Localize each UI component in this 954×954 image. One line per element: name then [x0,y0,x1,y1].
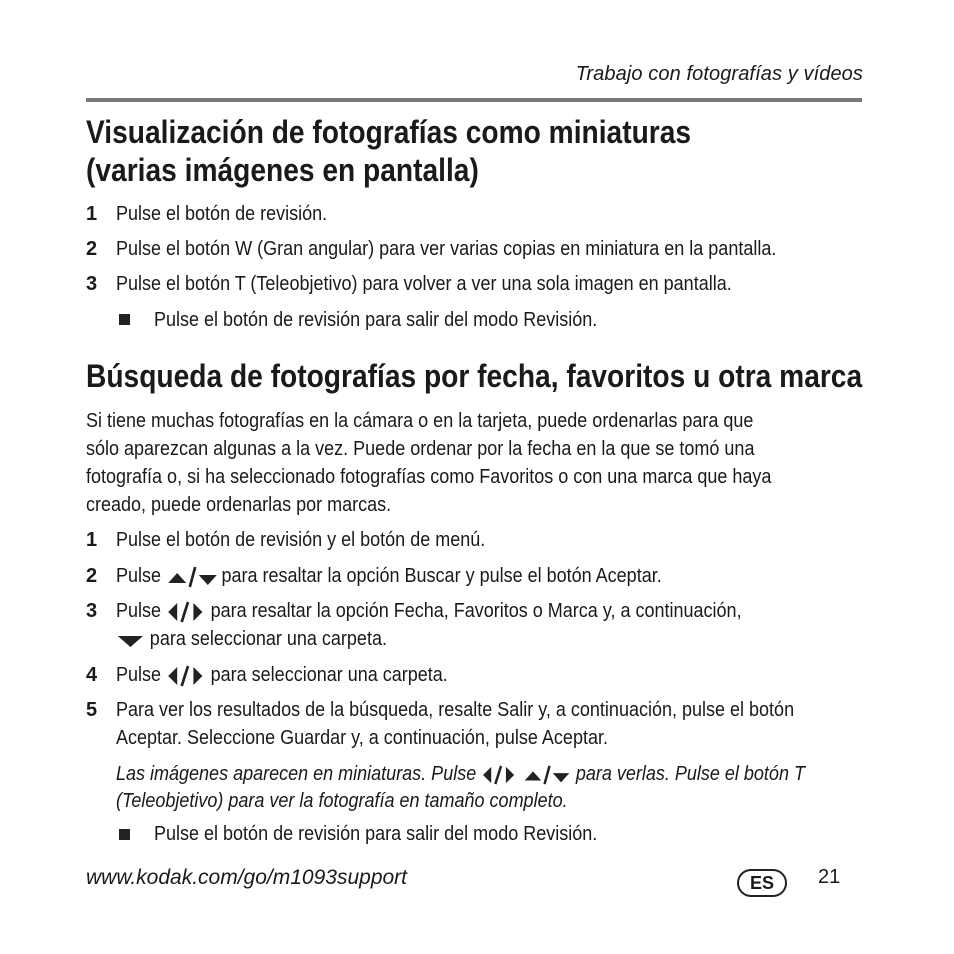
intro-line: fotografía o, si ha seleccionado fotografías como Favoritos o con una marca que haya [86,466,772,488]
section-title-search: Búsqueda de fotografías por fecha, favoritos u otra marca [86,358,863,394]
step-number: 1 [86,529,98,551]
intro-line: creado, puede ordenarlas por marcas. [86,494,392,516]
step-number: 3 [86,273,98,295]
step-text [116,599,742,624]
intro-line: Si tiene muchas fotografías en la cámara o en la tarjeta, puede ordenarlas para que [86,410,754,432]
bullet-text: Pulse el botón de revisión para salir del modo Revisión. [154,823,598,845]
step-text-continued [116,627,387,651]
left-right-arrow-icon [166,600,206,624]
intro-line: sólo aparezcan algunas a la vez. Puede ordenar por la fecha en la que se tomó una [86,438,755,460]
step-text: Pulse el botón de revisión y el botón de menú. [116,529,486,551]
step-text [116,663,448,688]
step-pre: Pulse [116,664,162,686]
header-rule [86,98,862,102]
step-text: Pulse el botón de revisión. [116,203,328,225]
section-title-thumbnails [86,113,691,189]
left-right-arrow-icon [166,664,206,688]
page-number: 21 [818,866,841,888]
note-text-continued: (Teleobjetivo) para ver la fotografía en tamaño completo. [116,790,568,812]
square-bullet-icon [119,314,130,325]
step-text: Pulse el botón T (Teleobjetivo) para volver a ver una sola imagen en pantalla. [116,273,732,295]
step-post: para resaltar la opción Fecha, Favoritos o Marca y, a continuación, [210,600,742,622]
up-down-arrow-icon [522,764,571,786]
step-number: 2 [86,238,98,260]
note-pre: Las imágenes aparecen en miniaturas. Pulse [116,763,477,785]
bullet-text: Pulse el botón de revisión para salir del modo Revisión. [154,309,598,331]
step-text [116,564,662,589]
note-post: para verlas. Pulse el botón T [575,763,805,785]
step-post: para resaltar la opción Buscar y pulse el botón Aceptar. [221,565,662,587]
running-header: Trabajo con fotografías y vídeos [575,63,863,85]
language-badge: ES [737,869,787,897]
note-text [116,762,805,786]
left-right-arrow-icon [481,764,517,786]
title-line-1: Visualización de fotografías como miniaturas [86,114,692,150]
step-pre: Pulse [116,565,162,587]
step-text: Para ver los resultados de la búsqueda, resalte Salir y, a continuación, pulse el botón [116,699,795,721]
step-line2: para seleccionar una carpeta. [149,628,387,650]
down-arrow-icon [116,630,145,650]
step-number: 1 [86,203,98,225]
step-number: 4 [86,664,98,686]
step-pre: Pulse [116,600,162,622]
title-line-2: (varias imágenes en pantalla) [86,152,479,188]
support-link[interactable]: www.kodak.com/go/m1093support [86,866,407,889]
step-post: para seleccionar una carpeta. [210,664,448,686]
square-bullet-icon [119,829,130,840]
step-number: 3 [86,600,98,622]
step-number: 5 [86,699,98,721]
step-text: Pulse el botón W (Gran angular) para ver varias copias en miniatura en la pantalla. [116,238,777,260]
up-down-arrow-icon [166,565,216,589]
step-text-continued: Aceptar. Seleccione Guardar y, a continuación, pulse Aceptar. [116,727,608,749]
step-number: 2 [86,565,98,587]
